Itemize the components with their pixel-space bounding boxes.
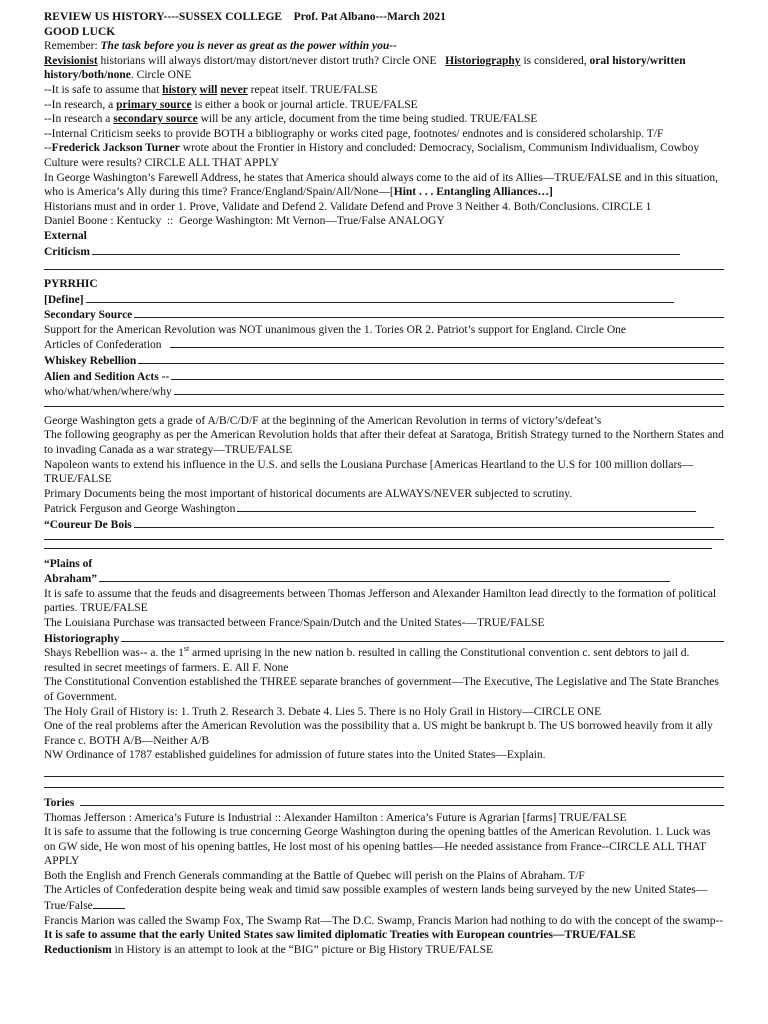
label-plains-2: Abraham”	[44, 573, 98, 586]
historiography-row	[44, 631, 724, 647]
secondary-post: will be any article, document from the time being studied. TRUE/FALSE	[197, 113, 538, 126]
answer-line	[44, 786, 724, 788]
coureur-blank	[134, 517, 714, 528]
label-coureur-de-bois: “Coureur De Bois	[44, 519, 132, 531]
label-plains-1: “Plains of	[44, 557, 93, 570]
question-shays	[44, 646, 724, 675]
label-define: [Define]	[44, 293, 84, 306]
criticism-row	[44, 244, 680, 260]
articles-row	[44, 337, 724, 353]
term-never: never	[220, 83, 248, 96]
shays-pre: Shays Rebellion was-- a. the 1	[44, 647, 184, 660]
remember-prefix: Remember:	[44, 40, 101, 53]
label-alien-sedition: Alien and Sedition Acts --	[44, 370, 170, 383]
revisionist-text-1: historians will always distort/may distort/never distort truth? Circle ONE	[97, 54, 446, 67]
primary-pre: --In research, a	[44, 98, 117, 111]
criticism-blank	[92, 244, 680, 255]
articles-blank	[170, 337, 724, 348]
question-turner	[44, 141, 724, 170]
document-title: REVIEW US HISTORY----SUSSEX COLLEGE Prof. Pat Albano---March 2021	[44, 11, 446, 23]
term-revisionist: Revisionist	[44, 54, 98, 67]
question-treaties: It is safe to assume that the early United States saw limited diplomatic Treaties with European countries—TRUE/FALSE	[44, 929, 636, 942]
question-francis-marion: Francis Marion was called the Swamp Fox, The Swamp Rat—The D.C. Swamp, Francis Marion had nothing to do with the concept of the swamp--	[44, 914, 724, 927]
term-history: history	[162, 83, 197, 96]
primary-post: is either a book or journal article. TRUE/FALSE	[191, 98, 418, 111]
revisionist-question	[44, 54, 724, 83]
remember-line	[44, 39, 724, 54]
whowhat-blank	[174, 384, 724, 395]
shays-post: armed uprising in the new nation b. resulted in calling the Constitutional convention c. sent debtors to jail d. resulted in secret meetings of farmers. E. All F. None	[44, 647, 690, 674]
question-gw-opening-battles: It is safe to assume that the following is true concerning George Washington during the opening battles of the American Revolution. 1. Luck was on GW side, He won most of his opening battles, He lost most of his opening battles—He needed assistance from France--CIRCLE ALL THAT APPLY	[44, 826, 711, 868]
good-luck-line: GOOD LUCK	[44, 25, 116, 38]
term-primary-source: primary source	[116, 98, 192, 111]
term-historiography: Historiography	[445, 54, 521, 67]
label-historiography: Historiography	[44, 632, 120, 645]
turner-pre: --	[44, 142, 52, 155]
plains-row	[44, 571, 670, 587]
historiography-blank	[121, 631, 724, 642]
question-quebec: Both the English and French Generals commanding at the Battle of Quebec will perish on the Plains of Abraham. T/F	[44, 869, 585, 882]
question-bankrupt: One of the real problems after the American Revolution was the possibility that a. US might be bankrupt b. The US borrowed heavily from it ally France c. BOTH A/B—Neither A/B	[44, 720, 713, 747]
tories-blank	[80, 795, 724, 806]
question-secondary-source	[44, 112, 724, 127]
question-jefferson-hamilton: Thomas Jefferson : America’s Future is Industrial :: Alexander Hamilton : America’s Future is Agrarian [farms] TRUE/FALSE	[44, 811, 627, 824]
ferguson-blank	[237, 501, 696, 512]
reductionism-post: in History is an attempt to look at the “BIG” picture or Big History TRUE/FALSE	[111, 943, 493, 956]
revisionist-text-2: is considered,	[520, 54, 590, 67]
whiskey-row	[44, 353, 724, 369]
question-primary-docs: Primary Documents being the most important of historical documents are ALWAYS/NEVER subjected to scrutiny.	[44, 487, 573, 500]
coureur-row	[44, 517, 714, 533]
remember-quote: The task before you is never as great as the power within you--	[100, 40, 397, 53]
question-convention: The Constitutional Convention established the THREE separate branches of government—The Executive, The Legislative and The State Branches of Government.	[44, 676, 719, 703]
whiskey-blank	[138, 353, 724, 364]
question-historians: Historians must and in order 1. Prove, Validate and Defend 2. Validate Defend and Prove 3 Neither 4. Both/Conclusions. CIRCLE 1	[44, 200, 652, 213]
question-support-revolution: Support for the American Revolution was NOT unanimous given the 1. Tories OR 2. Patriot’s support for England. Circle One	[44, 323, 626, 336]
question-gw-grade: George Washington gets a grade of A/B/C/D/F at the beginning of the American Revolution in terms of victory’s/defeat’s	[44, 414, 602, 427]
term-reductionism: Reductionism	[44, 943, 112, 956]
question-history-repeat	[44, 83, 724, 98]
whowhat-row	[44, 384, 724, 400]
label-criticism: Criticism	[44, 245, 90, 258]
alien-row	[44, 369, 724, 385]
ferguson-row	[44, 501, 696, 517]
question-analogy: Daniel Boone : Kentucky :: George Washington: Mt Vernon—True/False ANALOGY	[44, 215, 445, 228]
history-repeat-post: repeat itself. TRUE/FALSE	[247, 83, 378, 96]
farewell-hint: Hint . . . Entangling Alliances…]	[393, 186, 553, 199]
term-turner: Frederick Jackson Turner	[51, 142, 180, 155]
secondary-pre: --In research a	[44, 113, 114, 126]
articles-west-text: The Articles of Confederation despite being weak and timid saw possible examples of western lands being surveyed by the new United States—True/False	[44, 884, 708, 913]
label-external: External	[44, 229, 87, 242]
question-internal-criticism: --Internal Criticism seeks to provide BOTH a bibliography or works cited page, footnotes/ endnotes and is considered scholarship. T/F	[44, 127, 664, 140]
term-secondary-source: secondary source	[113, 113, 198, 126]
label-whiskey-rebellion: Whiskey Rebellion	[44, 355, 137, 368]
plains-blank	[99, 571, 670, 582]
label-pyrrhic: PYRRHIC	[44, 278, 98, 291]
revisionist-text-3: . Circle ONE	[130, 69, 192, 82]
answer-line	[44, 405, 724, 407]
label-articles: Articles of Confederation	[44, 339, 162, 352]
question-holy-grail: The Holy Grail of History is: 1. Truth 2. Research 3. Debate 4. Lies 5. There is no Holy Grail in History—CIRCLE ONE	[44, 705, 602, 718]
define-row	[44, 292, 674, 308]
question-saratoga: The following geography as per the American Revolution holds that after their defeat at Saratoga, British Strategy turned to the Northern States and to invading Canada as a war strategy—TRUE/FALSE	[44, 429, 724, 457]
shays-sup: st	[183, 644, 190, 654]
question-napoleon: Napoleon wants to extend his influence in the U.S. and sells the Lousiana Purchase [Americas Heartland to the U.S for 100 million dollars—TRUE/FALSE	[44, 458, 694, 486]
answer-line	[44, 538, 724, 540]
term-will: will	[199, 83, 218, 96]
farewell-text: In George Washington’s Farewell Address, he states that America should always come to the aid of its Allies—TRUE/FALSE and in this situation, who is America’s Ally during this time? France/England/Spain/All/None—[	[44, 171, 718, 199]
history-repeat-pre: --It is safe to assume that	[44, 83, 163, 96]
question-reductionism	[44, 943, 724, 958]
secondary-source-blank	[134, 307, 724, 318]
answer-line	[44, 268, 724, 270]
define-blank	[86, 292, 674, 303]
question-farewell-address	[44, 171, 724, 200]
label-ferguson: Patrick Ferguson and George Washington	[44, 503, 236, 516]
secondary-source-row	[44, 307, 724, 323]
question-feuds: It is safe to assume that the feuds and disagreements between Thomas Jefferson and Alexander Hamilton lead directly to the formation of political parties. TRUE/FALSE	[44, 587, 717, 615]
answer-line	[44, 775, 724, 777]
question-primary-source	[44, 98, 724, 113]
label-secondary-source: Secondary Source	[44, 309, 133, 322]
alien-blank	[171, 369, 724, 380]
label-tories: Tories	[44, 796, 75, 809]
answer-line	[44, 547, 712, 549]
question-nw-ordinance: NW Ordinance of 1787 established guidelines for admission of future states into the United States—Explain.	[44, 749, 546, 762]
label-whowhat: who/what/when/where/why	[44, 386, 172, 399]
question-louisiana: The Louisiana Purchase was transacted between France/Spain/Dutch and the United States-—TRUE/FALSE	[44, 616, 545, 629]
tories-row	[44, 795, 724, 811]
turner-post: wrote about the Frontier in History and concluded: Democracy, Socialism, Communism Individualism, Cowboy Culture were results? CIRCLE ALL THAT APPLY	[44, 142, 700, 169]
revisionist-options: oral history/written history/both/none	[44, 54, 686, 82]
question-articles-western-lands	[44, 883, 724, 913]
articles-west-blank	[93, 898, 125, 909]
